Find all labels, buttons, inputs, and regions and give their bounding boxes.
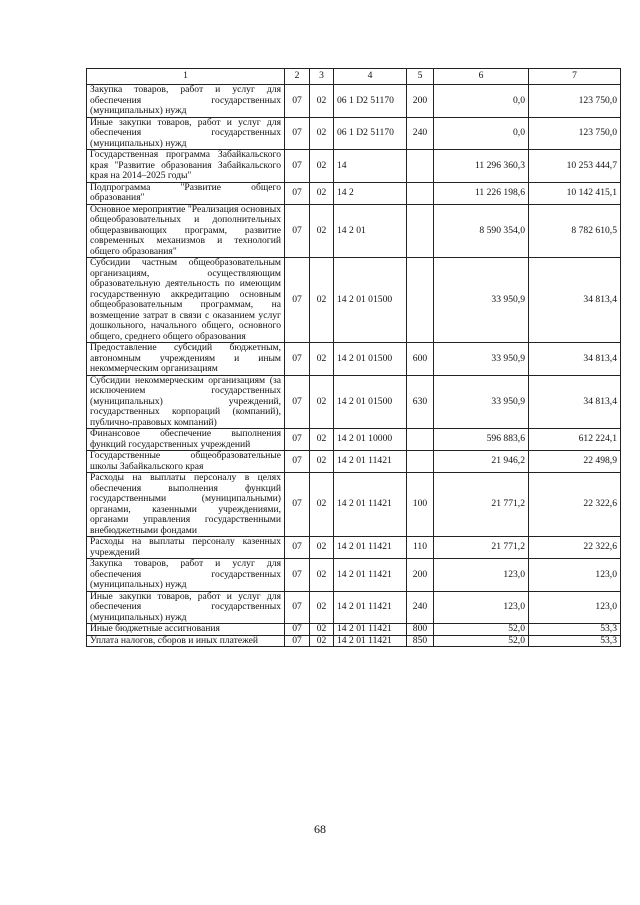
subsection-code: 02 (310, 182, 334, 204)
target-article-code: 14 2 01 11421 (334, 624, 407, 636)
target-article-code: 14 (334, 150, 407, 183)
amount-year-1: 52,0 (434, 624, 529, 636)
section-code: 07 (285, 559, 310, 592)
amount-year-1: 33 950,9 (434, 258, 529, 343)
amount-year-1: 33 950,9 (434, 343, 529, 376)
amount-year-1: 21 771,2 (434, 537, 529, 559)
row-name: Иные закупки товаров, работ и услуг для обеспечения государственных (муниципальных) нужд (87, 591, 285, 624)
expense-type-code (407, 451, 434, 473)
amount-year-1: 123,0 (434, 591, 529, 624)
column-header: 1 (87, 69, 285, 85)
table-row (87, 559, 621, 592)
table-row (87, 375, 621, 429)
section-code: 07 (285, 473, 310, 537)
column-header: 3 (310, 69, 334, 85)
table-row (87, 591, 621, 624)
subsection-code: 02 (310, 258, 334, 343)
subsection-code: 02 (310, 451, 334, 473)
table-row (87, 182, 621, 204)
section-code: 07 (285, 375, 310, 429)
header-row (87, 69, 621, 85)
amount-year-1: 0,0 (434, 85, 529, 118)
row-name: Закупка товаров, работ и услуг для обеспечения государственных (муниципальных) нужд (87, 559, 285, 592)
budget-table (86, 68, 621, 647)
expense-type-code (407, 258, 434, 343)
amount-year-1: 33 950,9 (434, 375, 529, 429)
row-name: Расходы на выплаты персоналу казенных учреждений (87, 537, 285, 559)
amount-year-1: 21 771,2 (434, 473, 529, 537)
expense-type-code: 100 (407, 473, 434, 537)
table-row (87, 258, 621, 343)
table-row (87, 473, 621, 537)
row-name: Иные закупки товаров, работ и услуг для обеспечения государственных (муниципальных) нужд (87, 117, 285, 150)
section-code: 07 (285, 591, 310, 624)
target-article-code: 06 1 D2 51170 (334, 85, 407, 118)
section-code: 07 (285, 429, 310, 451)
amount-year-1: 596 883,6 (434, 429, 529, 451)
expense-type-code (407, 429, 434, 451)
table-row (87, 451, 621, 473)
amount-year-1: 11 226 198,6 (434, 182, 529, 204)
section-code: 07 (285, 150, 310, 183)
expense-type-code: 200 (407, 559, 434, 592)
page-number: 68 (314, 822, 326, 836)
row-name: Расходы на выплаты персоналу в целях обеспечения выполнения функций государственными (муниципальными) органами, казенными учреждениями, органами управления государственными внебюджетными фондами (87, 473, 285, 537)
subsection-code: 02 (310, 537, 334, 559)
target-article-code: 14 2 01 11421 (334, 473, 407, 537)
section-code: 07 (285, 635, 310, 647)
subsection-code: 02 (310, 150, 334, 183)
amount-year-2: 123,0 (529, 591, 621, 624)
row-name: Субсидии некоммерческим организациям (за исключением государственных (муниципальных) учреждений, государственных корпораций (компаний), публично-правовых компаний) (87, 375, 285, 429)
amount-year-1: 21 946,2 (434, 451, 529, 473)
subsection-code: 02 (310, 591, 334, 624)
section-code: 07 (285, 451, 310, 473)
target-article-code: 06 1 D2 51170 (334, 117, 407, 150)
column-header: 5 (407, 69, 434, 85)
amount-year-1: 11 296 360,3 (434, 150, 529, 183)
expense-type-code: 600 (407, 343, 434, 376)
section-code: 07 (285, 343, 310, 376)
target-article-code: 14 2 01 11421 (334, 635, 407, 647)
subsection-code: 02 (310, 343, 334, 376)
section-code: 07 (285, 85, 310, 118)
amount-year-2: 53,3 (529, 624, 621, 636)
expense-type-code (407, 150, 434, 183)
target-article-code: 14 2 01 (334, 204, 407, 258)
column-header: 4 (334, 69, 407, 85)
target-article-code: 14 2 01 11421 (334, 451, 407, 473)
amount-year-2: 10 142 415,1 (529, 182, 621, 204)
amount-year-2: 22 498,9 (529, 451, 621, 473)
section-code: 07 (285, 624, 310, 636)
subsection-code: 02 (310, 624, 334, 636)
amount-year-2: 123 750,0 (529, 117, 621, 150)
table-row (87, 117, 621, 150)
expense-type-code (407, 204, 434, 258)
row-name: Уплата налогов, сборов и иных платежей (87, 635, 285, 647)
table-row (87, 537, 621, 559)
amount-year-1: 0,0 (434, 117, 529, 150)
subsection-code: 02 (310, 204, 334, 258)
row-name: Государственные общеобразовательные школы Забайкальского края (87, 451, 285, 473)
table-row (87, 429, 621, 451)
row-name: Финансовое обеспечение выполнения функций государственных учреждений (87, 429, 285, 451)
section-code: 07 (285, 258, 310, 343)
target-article-code: 14 2 01 11421 (334, 537, 407, 559)
amount-year-2: 123,0 (529, 559, 621, 592)
target-article-code: 14 2 01 10000 (334, 429, 407, 451)
table-row (87, 204, 621, 258)
row-name: Предоставление субсидий бюджетным, автономным учреждениям и иным некоммерческим организациям (87, 343, 285, 376)
row-name: Закупка товаров, работ и услуг для обеспечения государственных (муниципальных) нужд (87, 85, 285, 118)
expense-type-code: 850 (407, 635, 434, 647)
amount-year-2: 10 253 444,7 (529, 150, 621, 183)
row-name: Подпрограмма "Развитие общего образования" (87, 182, 285, 204)
expense-type-code: 110 (407, 537, 434, 559)
table-row (87, 624, 621, 636)
table-row (87, 343, 621, 376)
target-article-code: 14 2 01 11421 (334, 591, 407, 624)
amount-year-2: 34 813,4 (529, 343, 621, 376)
table-body (87, 85, 621, 647)
section-code: 07 (285, 117, 310, 150)
subsection-code: 02 (310, 375, 334, 429)
subsection-code: 02 (310, 635, 334, 647)
expense-type-code: 240 (407, 591, 434, 624)
target-article-code: 14 2 01 11421 (334, 559, 407, 592)
amount-year-2: 34 813,4 (529, 375, 621, 429)
target-article-code: 14 2 (334, 182, 407, 204)
subsection-code: 02 (310, 117, 334, 150)
table-row (87, 150, 621, 183)
expense-type-code: 630 (407, 375, 434, 429)
column-header: 2 (285, 69, 310, 85)
row-name: Государственная программа Забайкальского края "Развитие образования Забайкальского края на 2014–2025 годы" (87, 150, 285, 183)
expense-type-code: 200 (407, 85, 434, 118)
amount-year-1: 123,0 (434, 559, 529, 592)
subsection-code: 02 (310, 429, 334, 451)
row-name: Иные бюджетные ассигнования (87, 624, 285, 636)
section-code: 07 (285, 537, 310, 559)
amount-year-1: 8 590 354,0 (434, 204, 529, 258)
amount-year-2: 34 813,4 (529, 258, 621, 343)
subsection-code: 02 (310, 559, 334, 592)
table-row (87, 85, 621, 118)
amount-year-2: 8 782 610,5 (529, 204, 621, 258)
row-name: Основное мероприятие "Реализация основных общеобразовательных и дополнительных общеразвивающих программ, развитие современных механизмов и технологий общего образования" (87, 204, 285, 258)
amount-year-1: 52,0 (434, 635, 529, 647)
expense-type-code: 240 (407, 117, 434, 150)
expense-type-code (407, 182, 434, 204)
column-header: 6 (434, 69, 529, 85)
target-article-code: 14 2 01 01500 (334, 375, 407, 429)
target-article-code: 14 2 01 01500 (334, 258, 407, 343)
amount-year-2: 53,3 (529, 635, 621, 647)
row-name: Субсидии частным общеобразовательным организациям, осуществляющим образовательную деятельность по имеющим государственную аккредитацию основным общеобразовательным программам, на возмещение затрат в связи с оказанием услуг дошкольного, начального общего, основного общего, среднего общего образования (87, 258, 285, 343)
amount-year-2: 123 750,0 (529, 85, 621, 118)
subsection-code: 02 (310, 85, 334, 118)
column-header: 7 (529, 69, 621, 85)
expense-type-code: 800 (407, 624, 434, 636)
amount-year-2: 22 322,6 (529, 537, 621, 559)
subsection-code: 02 (310, 473, 334, 537)
target-article-code: 14 2 01 01500 (334, 343, 407, 376)
section-code: 07 (285, 182, 310, 204)
amount-year-2: 22 322,6 (529, 473, 621, 537)
section-code: 07 (285, 204, 310, 258)
table-row (87, 635, 621, 647)
amount-year-2: 612 224,1 (529, 429, 621, 451)
